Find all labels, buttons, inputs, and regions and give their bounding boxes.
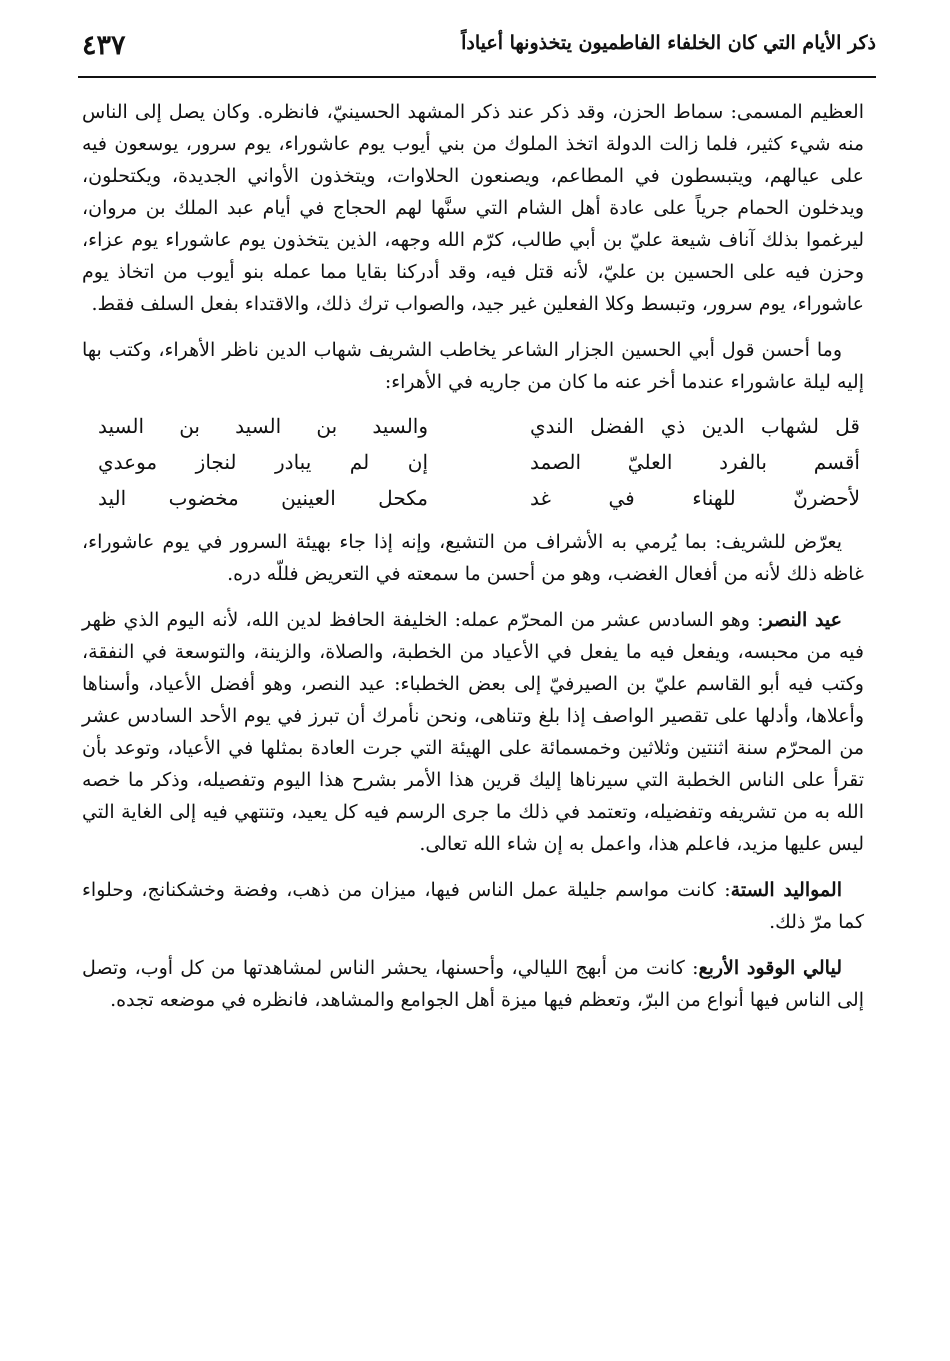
section-text: : كانت من أبهج الليالي، وأحسنها، يحشر الناس لمشاهدتها من كل أوب، وتصل إلى الناس فيها أنواع من البرّ، وتعظم فيها ميزة أهل الجوامع والمشاهد، فانظره في موضعه تجده. [82, 957, 864, 1011]
paragraph-four-nights [82, 952, 864, 1016]
section-text: : وهو السادس عشر من المحرّم عمله: الخليفة الحافظ لدين الله، لأنه اليوم الذي ظهر فيه من محبسه، ويفعل فيه ما يفعل في الأعياد من الخطبة، والصلاة، والزينة، والتوسعة في النفقة، وكتب فيه أبو القاسم عليّ بن الصيرفيّ إلى بعض الخطباء: عيد النصر، وهو أفضل الأعياد، وأسناها وأعلاها، وأدلها على تقصير الواصف إذا بلغ وتناهى، ونحن نأمرك أن تبرز في يوم الأحد السادس عشر من المحرّم سنة اثنتين وثلاثين وخمسمائة على الهيئة التي جرت العادة بمثلها في الأعياد، وتوعد بأن تقرأ على الناس الخطبة التي سيرناها إليك قرين هذا الأمر بشرح هذا اليوم وتفصيله، وذكر ما خصه الله به من تشريفه وتفضيله، وتعتمد في ذلك ما جرى الرسم فيه كل يعيد، وتنتهي فيه إلى الغاية التي ليس عليها مزيد، فاعلم هذا، واعمل به إن شاء الله تعالى. [82, 609, 864, 855]
page-body [82, 96, 864, 1016]
poem-verse [82, 408, 864, 444]
verse-second-hemistich: إن لم يبادر لنجاز موعدي [98, 450, 428, 474]
paragraph-poem-intro: وما أحسن قول أبي الحسين الجزار الشاعر يخاطب الشريف شهاب الدين ناظر الأهراء، وكتب بها إليه ليلة عاشوراء عندما أخر عنه ما كان من جاريه في الأهراء: [82, 339, 864, 393]
verse-first-hemistich: أقسم بالفرد العليّ الصمد [530, 450, 860, 474]
page-header [78, 22, 876, 80]
paragraph-eid-al-nasr [82, 604, 864, 860]
section-text: : كانت مواسم جليلة عمل الناس فيها، ميزان من ذهب، وفضة وخشكنانج، وحلواء كما مرّ ذلك. [82, 879, 864, 933]
poem-verse [82, 480, 864, 516]
verse-first-hemistich: قل لشهاب الدين ذي الفضل الندي [530, 414, 860, 438]
poem [82, 408, 864, 516]
page-number: ٤٣٧ [82, 30, 126, 61]
verse-first-hemistich: لأحضرنّ للهناء في غد [530, 486, 860, 510]
running-title: ذكر الأيام التي كان الخلفاء الفاطميون يتخذونها أعياداً [461, 32, 876, 54]
paragraph-ashura-customs: العظيم المسمى: سماط الحزن، وقد ذكر عند ذكر المشهد الحسينيّ، فانظره. وكان يصل إلى الناس منه شيء كثير، فلما زالت الدولة اتخذ الملوك من بني أيوب يوم عاشوراء، يوم سرور، يوسعون فيه على عيالهم، ويتبسطون في المطاعم، ويصنعون الحلاوات، ويتخذون الأواني الجديدة، ويكتحلون، ويدخلون الحمام جرياً على عادة أهل الشام التي سنَّها لهم الحجاج في أيام عبد الملك بن مروان، ليرغموا بذلك آناف شيعة عليّ بن أبي طالب، كرّم الله وجهه، الذين يتخذون يوم عاشوراء يوم عزاء، وحزن فيه على الحسين بن عليّ، لأنه قتل فيه، وقد أدركنا بقايا مما عمله بنو أيوب من اتخاذ يوم عاشوراء، يوم سرور، وتبسط وكلا الفعلين غير جيد، والصواب ترك ذلك، والاقتداء بفعل السلف فقط. [82, 101, 864, 315]
section-term: عيد النصر [763, 609, 842, 631]
section-term: ليالي الوقود الأربع [698, 957, 842, 979]
poem-verse [82, 444, 864, 480]
paragraph-six-mawlids [82, 874, 864, 938]
header-rule [78, 76, 876, 78]
verse-second-hemistich: والسيد بن السيد بن السيد [98, 414, 428, 438]
paragraph-poem-commentary: يعرّض للشريف: بما يُرمي به الأشراف من التشيع، وإنه إذا جاء بهيئة السرور في يوم عاشوراء، غاظه ذلك لأنه من أفعال الغضب، وهو من أحسن ما سمعته في التعريض فللّه دره. [82, 531, 864, 585]
section-term: المواليد الستة [730, 879, 842, 901]
verse-second-hemistich: مكحل العينين مخضوب اليد [98, 486, 428, 510]
